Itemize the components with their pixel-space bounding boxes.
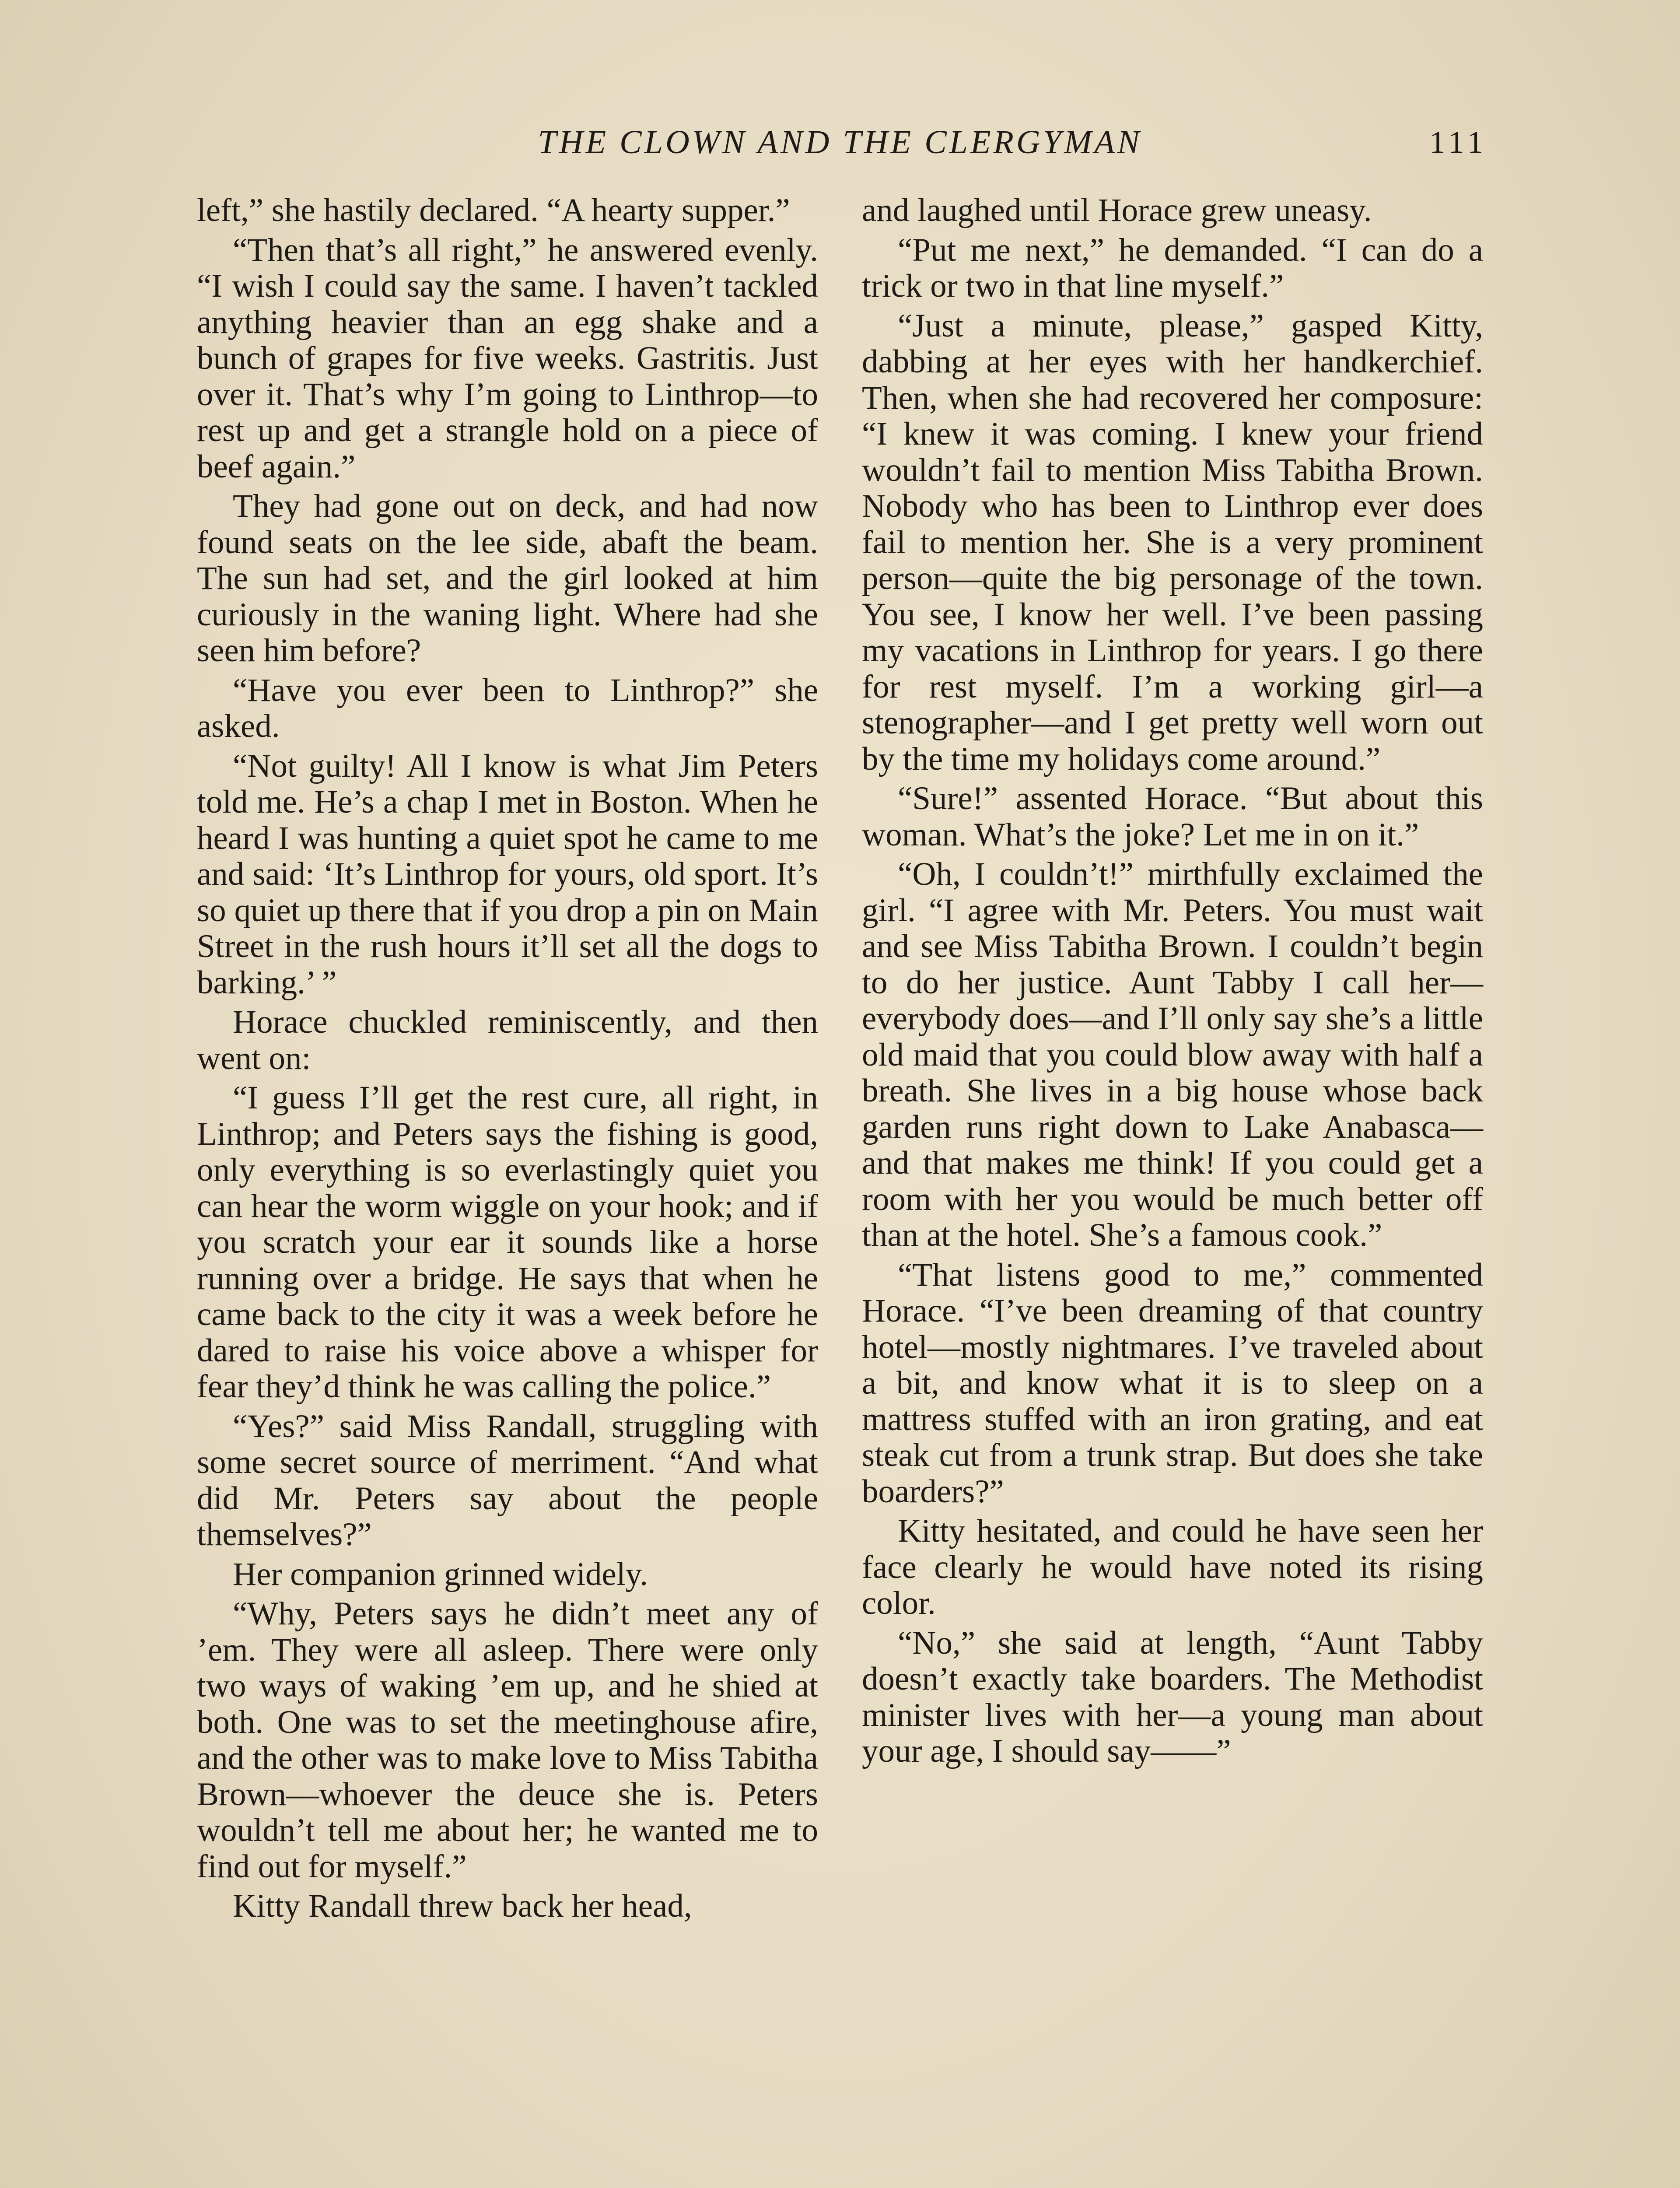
- paragraph: “Just a minute, please,” gasped Kitty, dabbing at her eyes with her handkerchief. Then, when she had recovered her composure: “I knew it was coming. I knew your friend wouldn’t fail to mention Miss Tabitha Brown. Nobody who has been to Linthrop ever does fail to mention her. She is a very prominent person—quite the big personage of the town. You see, I know her well. I’ve been passing my vacations in Linthrop for years. I go there for rest myself. I’m a working girl—a stenographer—and I get pretty well worn out by the time my holidays come around.”: [862, 307, 1483, 777]
- paragraph: “Have you ever been to Linthrop?” she asked.: [197, 672, 818, 744]
- paragraph: “Then that’s all right,” he answered evenly. “I wish I could say the same. I haven’t tackled anything heavier than an egg shake and a bunch of grapes for five weeks. Gastritis. Just over it. That’s why I’m going to Linthrop—to rest up and get a strangle hold on a piece of beef again.”: [197, 231, 818, 485]
- left-column: [197, 193, 818, 1928]
- paragraph: “No,” she said at length, “Aunt Tabby doesn’t exactly take boarders. The Methodist minister lives with her—a young man about your age, I should say——”: [862, 1624, 1483, 1769]
- paragraph: “Not guilty! All I know is what Jim Peters told me. He’s a chap I met in Boston. When he heard I was hunting a quiet spot he came to me and said: ‘It’s Linthrop for yours, old sport. It’s so quiet up there that if you drop a pin on Main Street in the rush hours it’ll set all the dogs to barking.’ ”: [197, 747, 818, 1001]
- right-column: [862, 193, 1483, 1773]
- running-title: THE CLOWN AND THE CLERGYMAN: [538, 124, 1142, 161]
- paragraph: and laughed until Horace grew uneasy.: [862, 192, 1372, 228]
- paragraph: “Why, Peters says he didn’t meet any of ’em. They were all asleep. There were only two ways of waking ’em up, and he shied at both. One was to set the meetinghouse afire, and the other was to make love to Miss Tabitha Brown—whoever the deuce she is. Peters wouldn’t tell me about her; he wanted me to find out for myself.”: [197, 1595, 818, 1885]
- paragraph: left,” she hastily declared. “A hearty supper.”: [197, 192, 790, 228]
- paragraph: “Sure!” assented Horace. “But about this woman. What’s the joke? Let me in on it.”: [862, 780, 1483, 853]
- page-number: 111: [1429, 125, 1488, 160]
- paragraph: They had gone out on deck, and had now found seats on the lee side, abaft the beam. The sun had set, and the girl looked at him curiously in the waning light. Where had she seen him before?: [197, 488, 818, 669]
- paragraph: “That listens good to me,” commented Horace. “I’ve been dreaming of that country hotel—mostly nightmares. I’ve traveled about a bit, and know what it is to sleep on a mattress stuffed with an iron grating, and eat steak cut from a trunk strap. But does she take boarders?”: [862, 1256, 1483, 1510]
- paragraph: Kitty hesitated, and could he have seen her face clearly he would have noted its rising color.: [862, 1513, 1483, 1621]
- paragraph: “I guess I’ll get the rest cure, all right, in Linthrop; and Peters says the fishing is good, only everything is so everlastingly quiet you can hear the worm wiggle on your hook; and if you scratch your ear it sounds like a horse running over a bridge. He says that when he came back to the city it was a week before he dared to raise his voice above a whisper for fear they’d think he was calling the police.”: [197, 1080, 818, 1405]
- page-header: [192, 118, 1488, 166]
- paragraph: “Oh, I couldn’t!” mirthfully exclaimed the girl. “I agree with Mr. Peters. You must wait and see Miss Tabitha Brown. I couldn’t begin to do her justice. Aunt Tabby I call her—everybody does—and I’ll only say she’s a little old maid that you could blow away with half a breath. She lives in a big house whose back garden runs right down to Lake Anabasca—and that makes me think! If you could get a room with her you would be much better off than at the hotel. She’s a famous cook.”: [862, 856, 1483, 1253]
- paragraph: “Put me next,” he demanded. “I can do a trick or two in that line myself.”: [862, 231, 1483, 304]
- paragraph: Horace chuckled reminiscently, and then went on:: [197, 1004, 818, 1076]
- paragraph: Kitty Randall threw back her head,: [233, 1888, 692, 1924]
- paragraph: “Yes?” said Miss Randall, struggling with some secret source of merriment. “And what did Mr. Peters say about the people themselves?”: [197, 1408, 818, 1553]
- paragraph: Her companion grinned widely.: [233, 1556, 648, 1592]
